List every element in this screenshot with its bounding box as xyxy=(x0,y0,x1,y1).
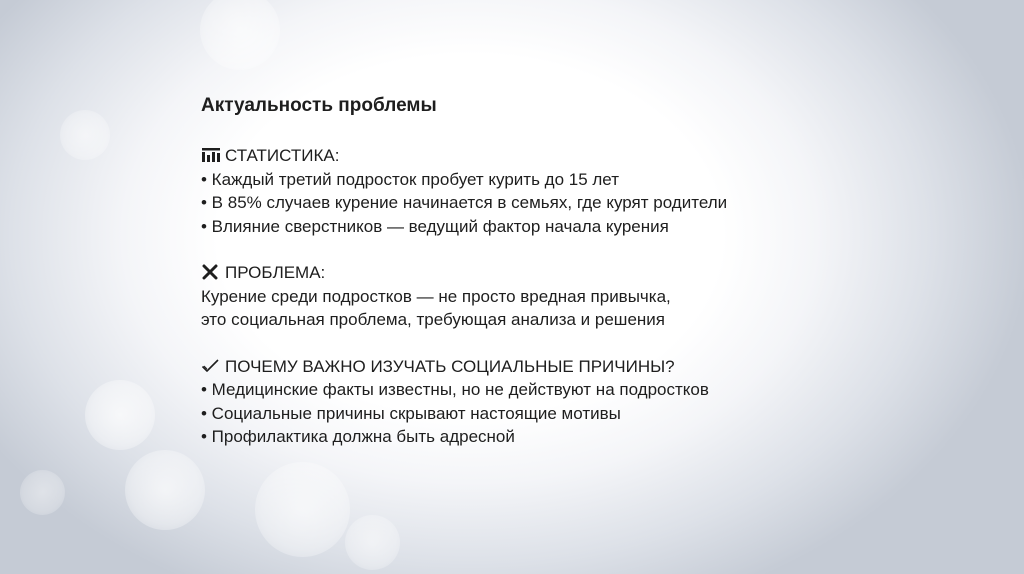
list-item: • Влияние сверстников — ведущий фактор начала курения xyxy=(201,216,669,236)
bokeh-circle xyxy=(20,470,65,515)
problem-section xyxy=(201,261,901,332)
bokeh-circle xyxy=(345,515,400,570)
bokeh-circle xyxy=(125,450,205,530)
list-item: • Профилактика должна быть адресной xyxy=(201,427,515,446)
bar-chart-icon xyxy=(201,147,221,163)
text-line: это социальная проблема, требующая анализа и решения xyxy=(201,310,665,329)
bokeh-circle xyxy=(60,110,110,160)
list-item: • Социальные причины скрывают настоящие мотивы xyxy=(201,403,621,423)
section-heading xyxy=(201,144,901,168)
list-item: • В 85% случаев курение начинается в семьях, где курят родители xyxy=(201,193,728,212)
section-heading xyxy=(201,355,901,379)
importance-section xyxy=(201,355,901,449)
text-line: Курение среди подростков — не просто вредная привычка, xyxy=(201,286,671,306)
section-heading-text: ПРОБЛЕМА: xyxy=(225,263,326,282)
list-item: • Медицинские факты известны, но не действуют на подростков xyxy=(201,380,709,399)
list-item: • Каждый третий подросток пробует курить до 15 лет xyxy=(201,169,619,189)
cross-icon xyxy=(201,264,221,280)
section-heading-text: ПОЧЕМУ ВАЖНО ИЗУЧАТЬ СОЦИАЛЬНЫЕ ПРИЧИНЫ? xyxy=(225,356,675,376)
bokeh-circle xyxy=(200,0,280,70)
slide-title: Актуальность проблемы xyxy=(201,95,437,116)
bokeh-circle xyxy=(85,380,155,450)
section-heading xyxy=(201,261,901,285)
section-heading-text: СТАТИСТИКА: xyxy=(225,146,340,165)
slide-content xyxy=(201,94,901,472)
statistics-section xyxy=(201,144,901,238)
bokeh-circle xyxy=(255,462,350,557)
checkmark-icon xyxy=(201,358,221,374)
